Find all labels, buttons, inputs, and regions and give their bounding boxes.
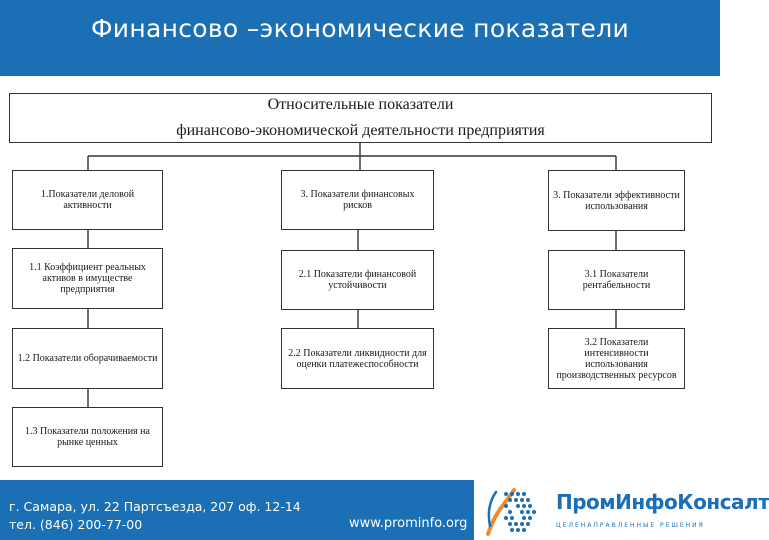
node-market-position: 1.3 Показатели положения на рынке ценных: [12, 407, 163, 467]
node-liquidity: 2.2 Показатели ликвидности для оценки платежеспособности: [281, 328, 434, 389]
node-profitability: 3.1 Показатели рентабельности: [548, 250, 685, 310]
root-line-2: финансово-экономической деятельности предприятия: [176, 122, 545, 139]
slide-footer: [0, 480, 769, 540]
node-financial-stability: 2.1 Показатели финансовой устойчивости: [281, 250, 434, 310]
logo-panel: [474, 480, 769, 540]
root-line-1: Относительные показатели: [267, 96, 454, 113]
company-logo-icon: [484, 486, 540, 536]
node-financial-risks: 3. Показатели финансовых рисков: [281, 170, 434, 230]
slide-header: [0, 0, 720, 76]
node-business-activity: 1.Показатели деловой активности: [12, 170, 163, 230]
brand-tagline: ЦЕЛЕНАПРАВЛЕННЫЕ РЕШЕНИЯ: [556, 522, 705, 529]
node-resource-intensity: 3.2 Показатели интенсивности использования производственных ресурсов: [548, 328, 685, 389]
diagram-area: [0, 76, 720, 480]
node-efficiency: 3. Показатели эффективности использования: [548, 170, 685, 231]
brand-name: ПромИнфоКонсалт: [556, 490, 769, 514]
node-turnover: 1.2 Показатели оборачиваемости: [12, 328, 163, 389]
node-real-assets-ratio: 1.1 Коэффициент реальных активов в имуществе предприятия: [12, 248, 163, 309]
slide-title: Финансово –экономические показатели: [90, 14, 630, 43]
address-line: г. Самара, ул. 22 Партсъезда, 207 оф. 12-14: [9, 499, 301, 514]
diagram-root-box: [9, 93, 712, 143]
contact-block: [9, 498, 301, 534]
phone-line: тел. (846) 200-77-00: [9, 517, 143, 532]
website-link[interactable]: www.prominfo.org: [349, 516, 468, 531]
